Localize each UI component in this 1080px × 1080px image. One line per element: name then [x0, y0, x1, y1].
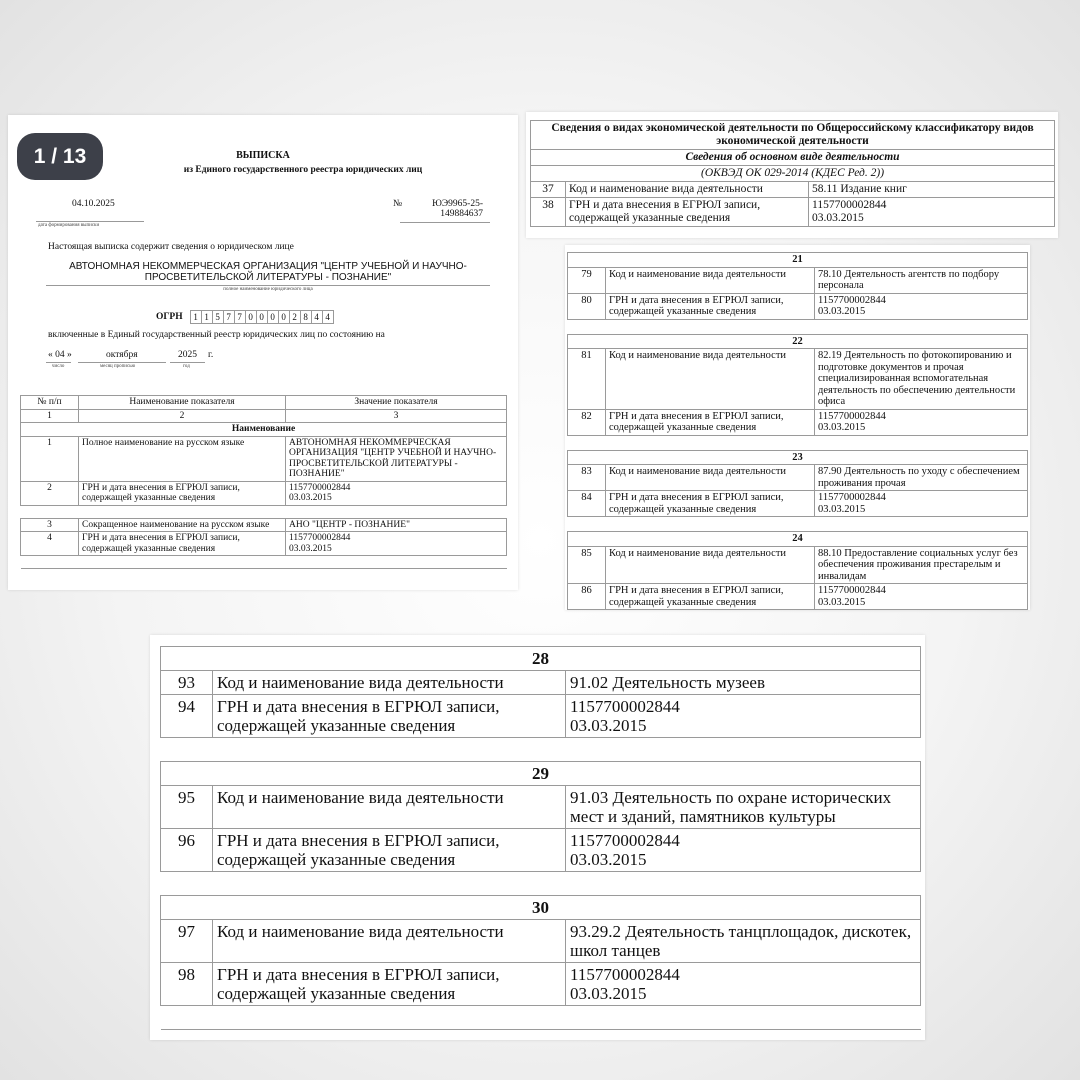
table-row: [21, 518, 507, 532]
spacer-row: [568, 517, 1028, 532]
spacer-row: [568, 319, 1028, 334]
row-number: 84: [568, 491, 606, 517]
row-number: 96: [161, 829, 213, 872]
document-page-okved-enlarged: [150, 635, 925, 1040]
ogrn-digit: 1: [201, 310, 213, 324]
date-day: « 04 »: [48, 350, 72, 360]
row-value: АНО "ЦЕНТР - ПОЗНАНИЕ": [286, 518, 507, 532]
row-value: 1157700002844 03.03.2015: [286, 532, 507, 556]
date-month: октября: [106, 350, 138, 360]
spacer-row: [531, 227, 1055, 239]
organization-name: АВТОНОМНАЯ НЕКОММЕРЧЕСКАЯ ОРГАНИЗАЦИЯ "ЦЕНТР УЧЕБНОЙ И НАУЧНО-ПРОСВЕТИТЕЛЬСКОЙ ЛИТЕРАТУРЫ - ПОЗНАНИЕ": [69, 261, 467, 283]
registry-table: [20, 395, 507, 569]
row-value: 91.02 Деятельность музеев: [566, 671, 921, 695]
ogrn-digit-boxes: [191, 310, 334, 324]
row-value: 82.19 Деятельность по фотокопированию и подготовке документов и прочая специализированная вспомогательная деятельность по обеспечению деятельности офиса: [815, 349, 1028, 410]
row-value: 87.90 Деятельность по уходу с обеспечением проживания прочая: [815, 465, 1028, 491]
spacer: [161, 1006, 921, 1030]
table-row: [568, 465, 1028, 491]
row-label: 2: [79, 409, 286, 423]
row-label: ГРН и дата внесения в ЕГРЮЛ записи, содержащей указанные сведения: [606, 409, 815, 435]
document-page-extract-header: [8, 115, 518, 590]
row-value: АВТОНОМНАЯ НЕКОММЕРЧЕСКАЯ ОРГАНИЗАЦИЯ "ЦЕНТР УЧЕБНОЙ И НАУЧНО-ПРОСВЕТИТЕЛЬСКОЙ ЛИТЕРАТУРЫ - ПОЗНАНИЕ": [286, 436, 507, 481]
row-value: 58.11 Издание книг: [809, 182, 1055, 198]
row-number: 2: [21, 481, 79, 505]
row-number: 1: [21, 436, 79, 481]
table-row: [531, 198, 1055, 227]
spacer-row: [21, 556, 507, 569]
spacer: [21, 505, 507, 518]
spacer: [161, 738, 921, 762]
intro-text: Настоящая выписка содержит сведения о юридическом лице: [48, 242, 294, 252]
row-number: 86: [568, 584, 606, 610]
row-value: 93.29.2 Деятельность танцплощадок, дискотек, школ танцев: [566, 920, 921, 963]
table-row: [161, 786, 921, 829]
row-label: Код и наименование вида деятельности: [606, 267, 815, 293]
row-label: Полное наименование на русском языке: [79, 436, 286, 481]
spacer: [21, 556, 507, 569]
spacer: [568, 517, 1028, 532]
section-header: Наименование: [21, 423, 507, 437]
okved-additional-table: [567, 252, 1028, 610]
section-header: Сведения о видах экономической деятельности по Общероссийскому классификатору видов экономической деятельности: [531, 121, 1055, 150]
row-label: ГРН и дата внесения в ЕГРЮЛ записи, содержащей указанные сведения: [606, 584, 815, 610]
spacer: [568, 435, 1028, 450]
ogrn-field: [156, 310, 334, 324]
extract-date: 04.10.2025: [72, 199, 115, 209]
table-row: [21, 481, 507, 505]
ogrn-digit: 0: [267, 310, 279, 324]
section-header-row: [531, 121, 1055, 150]
spacer-row: [21, 505, 507, 518]
ogrn-digit: 7: [234, 310, 246, 324]
row-label: Наименование показателя: [79, 396, 286, 410]
row-number: 85: [568, 546, 606, 584]
table-row: [568, 546, 1028, 584]
ogrn-label: ОГРН: [156, 312, 183, 322]
section-header: 28: [161, 647, 921, 671]
table-row: [21, 436, 507, 481]
row-label: ГРН и дата внесения в ЕГРЮЛ записи, содержащей указанные сведения: [566, 198, 809, 227]
section-header: 30: [161, 896, 921, 920]
row-number: 80: [568, 293, 606, 319]
subheader-row: [531, 166, 1055, 182]
table-row: [568, 267, 1028, 293]
organization-name-caption: полное наименование юридического лица: [223, 287, 313, 292]
row-label: Код и наименование вида деятельности: [213, 786, 566, 829]
section-header-row: [568, 532, 1028, 547]
row-number: 97: [161, 920, 213, 963]
section-header: 23: [568, 450, 1028, 465]
section-header-row: [161, 896, 921, 920]
ogrn-digit: 8: [300, 310, 312, 324]
ogrn-digit: 4: [322, 310, 334, 324]
row-label: Код и наименование вида деятельности: [606, 349, 815, 410]
table-row: [161, 671, 921, 695]
table-row: [568, 349, 1028, 410]
row-number: 82: [568, 409, 606, 435]
row-label: ГРН и дата внесения в ЕГРЮЛ записи, содержащей указанные сведения: [79, 532, 286, 556]
row-number: 83: [568, 465, 606, 491]
date-year-suffix: г.: [208, 350, 214, 360]
year-caption: год: [183, 364, 190, 369]
row-label: Сокращенное наименование на русском языке: [79, 518, 286, 532]
row-number: 3: [21, 518, 79, 532]
row-label: Код и наименование вида деятельности: [213, 671, 566, 695]
row-label: Код и наименование вида деятельности: [606, 465, 815, 491]
row-value: 1157700002844 03.03.2015: [815, 491, 1028, 517]
included-text: включенные в Единый государственный реестр юридических лиц по состоянию на: [48, 330, 385, 340]
spacer-row: [161, 872, 921, 896]
ogrn-digit: 2: [289, 310, 301, 324]
subheader: Сведения об основном виде деятельности: [531, 150, 1055, 166]
date-year: 2025: [178, 350, 197, 360]
section-header: 22: [568, 334, 1028, 349]
row-number: 95: [161, 786, 213, 829]
row-label: ГРН и дата внесения в ЕГРЮЛ записи, содержащей указанные сведения: [213, 829, 566, 872]
row-number: 37: [531, 182, 566, 198]
row-number: 38: [531, 198, 566, 227]
ogrn-digit: 0: [256, 310, 268, 324]
section-header-row: [568, 253, 1028, 268]
row-value: 1157700002844 03.03.2015: [815, 293, 1028, 319]
row-label: ГРН и дата внесения в ЕГРЮЛ записи, содержащей указанные сведения: [213, 963, 566, 1006]
row-value: 1157700002844 03.03.2015: [815, 584, 1028, 610]
table-row: [21, 409, 507, 423]
okved-enlarged-table: [160, 646, 921, 1030]
row-value: 1157700002844 03.03.2015: [809, 198, 1055, 227]
row-label: ГРН и дата внесения в ЕГРЮЛ записи, содержащей указанные сведения: [606, 293, 815, 319]
section-header-row: [161, 647, 921, 671]
document-page-okved-main: [526, 112, 1058, 238]
row-label: ГРН и дата внесения в ЕГРЮЛ записи, содержащей указанные сведения: [79, 481, 286, 505]
row-number: 4: [21, 532, 79, 556]
row-label: Код и наименование вида деятельности: [606, 546, 815, 584]
section-header-row: [21, 423, 507, 437]
table-row: [21, 532, 507, 556]
table-row: [568, 491, 1028, 517]
subheader-row: [531, 150, 1055, 166]
section-header: 24: [568, 532, 1028, 547]
subheader: (ОКВЭД ОК 029-2014 (КДЕС Ред. 2)): [531, 166, 1055, 182]
row-number: 1: [21, 409, 79, 423]
row-value: 1157700002844 03.03.2015: [286, 481, 507, 505]
ogrn-digit: 4: [311, 310, 323, 324]
spacer: [531, 227, 1055, 239]
document-page-okved-additional: [565, 245, 1030, 610]
table-row: [568, 409, 1028, 435]
row-value: 3: [286, 409, 507, 423]
spacer: [568, 319, 1028, 334]
section-header: 21: [568, 253, 1028, 268]
row-value: 1157700002844 03.03.2015: [566, 695, 921, 738]
okved-main-table: [530, 120, 1055, 238]
row-number: 94: [161, 695, 213, 738]
row-number: 93: [161, 671, 213, 695]
spacer-row: [161, 1006, 921, 1030]
table-row: [568, 584, 1028, 610]
row-value: 1157700002844 03.03.2015: [566, 963, 921, 1006]
row-value: 91.03 Деятельность по охране исторических мест и зданий, памятников культуры: [566, 786, 921, 829]
table-row: [568, 293, 1028, 319]
extract-date-caption: дата формирования выписки: [38, 223, 100, 228]
day-caption: число: [52, 364, 65, 369]
row-number: 79: [568, 267, 606, 293]
table-row: [161, 920, 921, 963]
row-value: Значение показателя: [286, 396, 507, 410]
section-header-row: [161, 762, 921, 786]
page-counter-badge: 1 / 13: [17, 133, 103, 180]
ogrn-digit: 0: [278, 310, 290, 324]
table-row: [161, 695, 921, 738]
month-caption: месяц прописью: [100, 364, 136, 369]
row-value: 1157700002844 03.03.2015: [815, 409, 1028, 435]
document-subtitle: из Единого государственного реестра юридических лиц: [183, 165, 423, 175]
table-row: [161, 829, 921, 872]
row-label: Код и наименование вида деятельности: [566, 182, 809, 198]
row-label: ГРН и дата внесения в ЕГРЮЛ записи, содержащей указанные сведения: [606, 491, 815, 517]
section-header-row: [568, 334, 1028, 349]
section-header: 29: [161, 762, 921, 786]
ogrn-digit: 5: [212, 310, 224, 324]
row-number: № п/п: [21, 396, 79, 410]
extract-number: ЮЭ9965-25-149884637: [432, 199, 483, 219]
row-value: 1157700002844 03.03.2015: [566, 829, 921, 872]
ogrn-digit: 1: [190, 310, 202, 324]
spacer-row: [161, 738, 921, 762]
row-number: 98: [161, 963, 213, 1006]
section-header-row: [568, 450, 1028, 465]
spacer: [161, 872, 921, 896]
document-title: ВЫПИСКА: [236, 150, 290, 161]
ogrn-digit: 0: [245, 310, 257, 324]
table-row: [161, 963, 921, 1006]
ogrn-digit: 7: [223, 310, 235, 324]
row-value: 78.10 Деятельность агентств по подбору персонала: [815, 267, 1028, 293]
number-sign: №: [393, 199, 403, 209]
row-label: Код и наименование вида деятельности: [213, 920, 566, 963]
table-row: [21, 396, 507, 410]
row-value: 88.10 Предоставление социальных услуг без обеспечения проживания престарелым и инвалидам: [815, 546, 1028, 584]
row-number: 81: [568, 349, 606, 410]
spacer-row: [568, 435, 1028, 450]
row-label: ГРН и дата внесения в ЕГРЮЛ записи, содержащей указанные сведения: [213, 695, 566, 738]
table-row: [531, 182, 1055, 198]
